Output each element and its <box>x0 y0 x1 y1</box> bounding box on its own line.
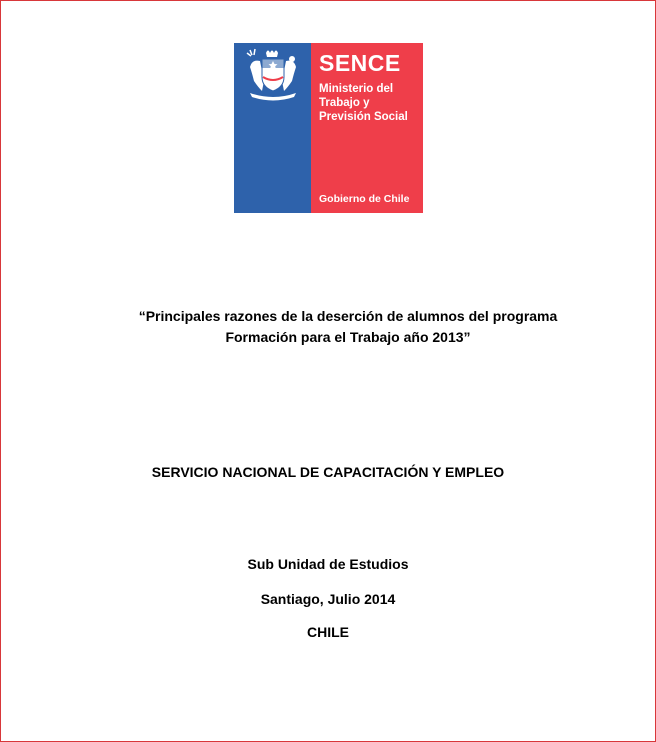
unit-name: Sub Unidad de Estudios <box>247 556 409 572</box>
logo-government: Gobierno de Chile <box>319 193 410 205</box>
country: CHILE <box>307 624 349 640</box>
organization-name: SERVICIO NACIONAL DE CAPACITACIÓN Y EMPLEO <box>151 464 505 480</box>
logo-ministry-line3: Previsión Social <box>319 111 408 123</box>
logo-brand: SENCE <box>319 50 401 76</box>
sence-logo <box>234 43 423 213</box>
logo-ministry <box>319 82 419 124</box>
logo-ministry-line1: Ministerio del <box>319 83 394 95</box>
document-title <box>0 306 656 348</box>
place-date: Santiago, Julio 2014 <box>260 591 396 607</box>
document-title-line2: Formación para el Trabajo año 2013” <box>225 329 471 345</box>
logo-blue-panel <box>234 43 311 213</box>
chile-coat-of-arms-icon <box>242 47 304 103</box>
document-title-line1: “Principales razones de la deserción de alumnos del programa <box>138 308 558 324</box>
logo-ministry-line2: Trabajo y <box>319 97 370 109</box>
